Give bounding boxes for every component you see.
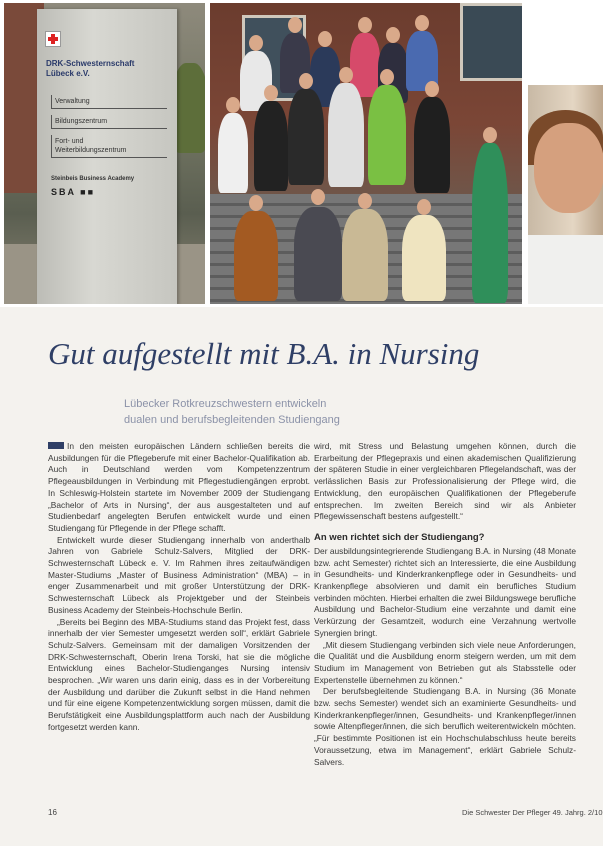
photo-shirt — [528, 235, 603, 304]
subheadline-line: Lübecker Rotkreuzschwestern entwickeln — [124, 398, 327, 410]
photo-sign — [4, 3, 205, 304]
article-headline: Gut aufgestellt mit B.A. in Nursing — [48, 336, 480, 371]
photo-band — [0, 0, 603, 307]
body-paragraph: „Bereits bei Beginn des MBA-Studiums stand das Projekt fest, dass innerhalb der vier Semester umgesetzt werden soll“, erklärt Gabriele Schulz-Salvers. Gemeinsam mit der damaligen Vorsitzenden der DRK-Schwesternschaft, Oberin Irena Torski, hat sie die mögliche Entwicklung eines Bachelor-Studienganges Nursing intensiv besprochen. „Wir waren uns darin einig, dass es in der Vorbereitung der Ausbildung und darüber die Zukunft selbst in die Hand nehmen und für eine eigene Kompetenzentwicklung sorgen müssen, damit die Berufstätigkeit eine Ausbildungsplattform auch nach der Ausbildung fortgesetzt werden kann. — [48, 616, 310, 732]
subheadline-line: dualen und berufsbegleitenden Studiengang — [124, 414, 340, 426]
sign-row: Bildungszentrum — [51, 115, 167, 129]
photo-face — [226, 97, 240, 113]
photo-window — [460, 3, 522, 81]
body-paragraph-text: In den meisten europäischen Ländern schließen bereits die Ausbildungen für die Pflegeberufe mit einer Bachelor-Qualifikation ab. Auch in Deutschland werden vom Kompetenzzentrum Pflegeausbildungen in Verbindung mit Pflegestudiengängen erprobt. In Schleswig-Holstein startete im November 2009 der Studiengang „Bachelor of Arts in Nursing“, der aus ausgestalteten und auf Studienbedarf angelegten Berufen entwickelt wurde und einen Studiengang für Pflegende in der Pflege schafft. — [48, 441, 310, 533]
photo-face — [380, 69, 394, 85]
photo-face — [249, 35, 263, 51]
photo-face — [417, 199, 431, 215]
photo-face — [249, 195, 263, 211]
lead-marker-icon — [48, 442, 64, 449]
photo-face — [339, 67, 353, 83]
photo-face — [299, 73, 313, 89]
photo-face — [358, 193, 372, 209]
sign-row: Fort- und Weiterbildungszentrum — [51, 135, 167, 158]
body-paragraph — [48, 441, 310, 535]
article-column-left — [48, 441, 310, 734]
sign-partner-label: Steinbeis Business Academy — [51, 176, 135, 182]
photo-face — [358, 17, 372, 33]
photo-person — [254, 101, 288, 191]
body-paragraph: wird, mit Stress und Belastung umgehen können, durch die Erarbeitung der Pflegepraxis und einen akademischen Qualifizierung der späteren Studie in einer vergleichbaren Pflegelandschaft, was der verlässlichen Basis zur Professionalisierung der Pflege wird, die Entwicklung, den europäischen Qualifikationen der Pflegeberufe entsprechen. Im zweiten Bereich sind wir als Anbieter Pflegewissenschaft bestens aufgestellt.“ — [314, 441, 576, 522]
sign-org-name: DRK-Schwesternschaft Lübeck e.V. — [46, 59, 135, 78]
group-photo — [210, 3, 522, 304]
sign-row: Verwaltung — [51, 95, 167, 109]
body-paragraph: Der ausbildungsintegrierende Studiengang B.A. in Nursing (48 Monate bzw. acht Semester) richtet sich an Interessierte, die eine Ausbildung in Gesundheits- und Kinderkrankenpflege oder in Gesundheits- und Krankenpflege absolvieren und damit ein berufliches Studium verbinden möchten. Hierbei erhalten die zwei Bildungswege berufliche Ausbildung und Bachelor-Studium eine verzahnte und damit eine Verkürzung der Gesamtzeit, wodurch eine Verzahnung wertvolle Synergien bringt. — [314, 545, 576, 638]
photo-face — [311, 189, 325, 205]
photo-person — [328, 83, 364, 187]
photo-person — [234, 211, 278, 301]
photo-face — [483, 127, 497, 143]
sign-rows — [51, 95, 167, 164]
photo-person — [288, 89, 324, 185]
photo-person — [402, 215, 446, 301]
article-column-right — [314, 441, 576, 768]
red-cross-icon — [45, 31, 61, 47]
photo-person — [414, 97, 450, 193]
sign-partner-logo: SBA ■■ — [51, 187, 96, 197]
photo-face — [534, 123, 603, 213]
page-number: 16 — [48, 808, 57, 817]
photo-face — [425, 81, 439, 97]
body-paragraph: „Mit diesem Studiengang verbinden sich viele neue Anforderungen, die Qualität und die Ausbildung enorm steigern werden, um mit dem Studium im Management von Betrieben gut als Stabsstelle oder Expertenstelle übernehmen zu können.“ — [314, 639, 576, 685]
portrait-photo — [528, 85, 603, 304]
publication-footer: Die Schwester Der Pfleger 49. Jahrg. 2/10 — [462, 808, 603, 817]
photo-face — [415, 15, 429, 31]
photo-face — [264, 85, 278, 101]
body-paragraph: Entwickelt wurde dieser Studiengang innerhalb von anderthalb Jahren von Gabriele Schulz-Salvers, Mitglied der DRK-Schwesternschaft Lübeck e. V. Im Rahmen ihres zeitaufwändigen Master-Studiums „Master of Business Administration“ (MBA) – in enger Zusammenarbeit und mit großer Unterstützung der DRK-Schwesternschaft Lübeck als Projektgeber und der Steinbeis Business Academy der Steinbeis-Hochschule Berlin. — [48, 534, 310, 615]
body-paragraph: Der berufsbegleitende Studiengang B.A. in Nursing (36 Monate bzw. sechs Semester) wendet sich an examinierte Gesundheits- und Kinderkrankenpfleger/innen, Gesundheits- und Krankenpfleger/innen sowie Altenpfleger/innen, die sich beruflich weiterentwickeln möchten. „Für bestimmte Positionen ist ein Hochschulabschluss heute bereits Voraussetzung, etwa im Management“, erklärt Gabriele Schulz-Salvers. — [314, 686, 576, 767]
photo-person — [368, 85, 406, 185]
article-subheadline — [124, 396, 414, 428]
photo-person — [294, 207, 342, 301]
institution-sign — [37, 9, 177, 304]
photo-face — [288, 17, 302, 33]
photo-face — [386, 27, 400, 43]
photo-face — [318, 31, 332, 47]
section-heading: An wen richtet sich der Studiengang? — [314, 531, 485, 543]
photo-person — [472, 143, 508, 303]
photo-person — [342, 209, 388, 301]
photo-person — [218, 113, 248, 193]
